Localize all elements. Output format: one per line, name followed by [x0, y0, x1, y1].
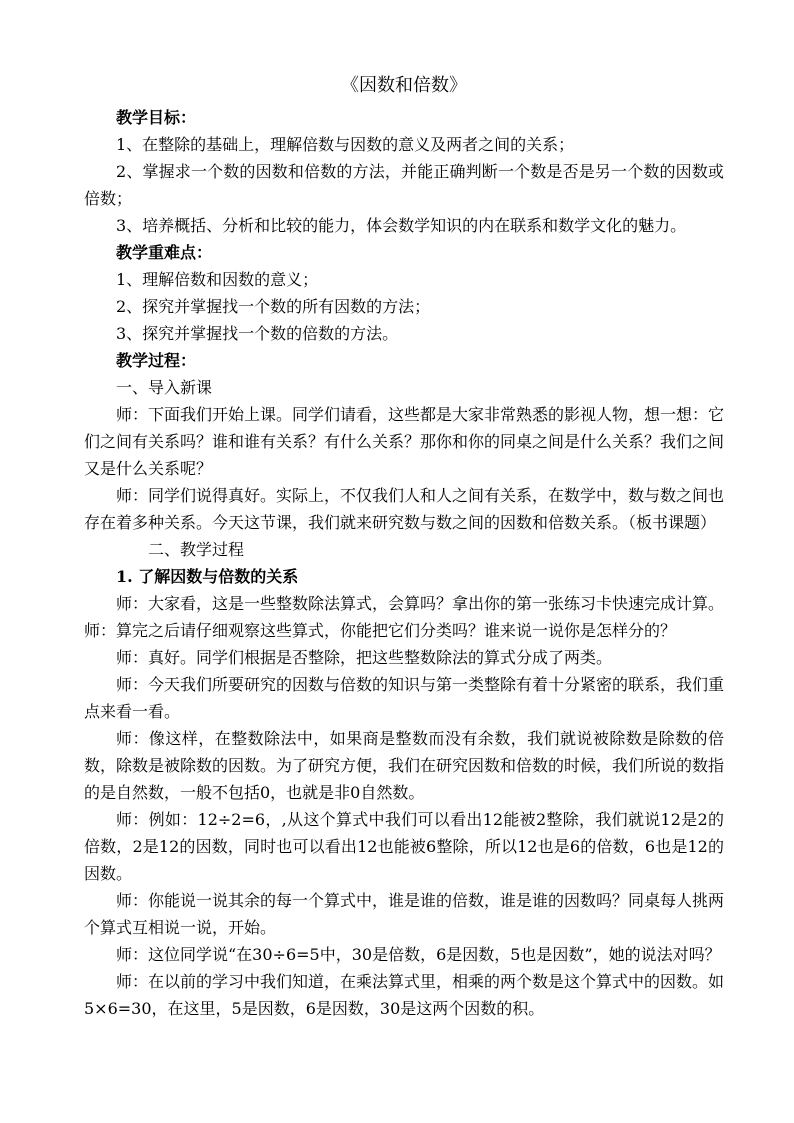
paragraph: 2、探究并掌握找一个数的所有因数的方法； [116, 297, 431, 316]
paragraph: 3、探究并掌握找一个数的倍数的方法。 [116, 324, 399, 343]
paragraph: 二、教学过程 [148, 540, 245, 559]
paragraph: 2、掌握求一个数的因数和倍数的方法，并能正确判断一个数是否是另一个数的因数或倍数； [84, 162, 724, 208]
paragraph: 教学目标： [116, 108, 197, 127]
paragraph: 1、理解倍数和因数的意义； [116, 270, 319, 289]
paragraph: 师：大家看，这是一些整数除法算式，会算吗？拿出你的第一张练习卡快速完成计算。师：算完之后请仔细观察这些算式，你能把它们分类吗？谁来说一说你是怎样分的？ [84, 594, 725, 640]
paragraph: 师：下面我们开始上课。同学们请看，这些都是大家非常熟悉的影视人物，想一想：它们之间有关系吗？谁和谁有关系？有什么关系？那你和你的同桌之间是什么关系？我们之间又是什么关系呢？ [84, 405, 725, 478]
paragraph-list [84, 104, 724, 1022]
paragraph: 师：在以前的学习中我们知道，在乘法算式里，相乘的两个数是这个算式中的因数。如5×6=30，在这里，5是因数，6是因数，30是这两个因数的积。 [84, 972, 725, 1018]
paragraph: 师：你能说一说其余的每一个算式中，谁是谁的倍数，谁是谁的因数吗？同桌每人挑两个算式互相说一说，开始。 [84, 891, 725, 937]
paragraph: 1、在整除的基础上，理解倍数与因数的意义及两者之间的关系； [116, 135, 575, 154]
paragraph: 3、培养概括、分析和比较的能力，体会数学知识的内在联系和数学文化的魅力。 [116, 216, 687, 235]
paragraph: 师：今天我们所要研究的因数与倍数的知识与第一类整除有着十分紧密的联系，我们重点来看一看。 [84, 675, 725, 721]
paragraph: 师：同学们说得真好。实际上，不仅我们人和人之间有关系，在数学中，数与数之间也存在着多种关系。今天这节课，我们就来研究数与数之间的因数和倍数关系。（板书课题） [84, 486, 725, 532]
document-title: 《因数和倍数》 [341, 75, 467, 96]
document-body [84, 72, 724, 1022]
paragraph: 师：这位同学说“在30÷6=5中，30是倍数，6是因数，5也是因数”，她的说法对吗？ [116, 945, 721, 964]
paragraph: 一、导入新课 [116, 378, 213, 397]
paragraph: 教学重难点： [116, 243, 213, 262]
paragraph: 教学过程： [116, 351, 197, 370]
paragraph: 师：真好。同学们根据是否整除，把这些整数除法的算式分成了两类。 [116, 648, 613, 667]
paragraph: 1. 了解因数与倍数的关系 [116, 567, 299, 586]
paragraph: 师：例如：12÷2=6，,从这个算式中我们可以看出12能被2整除，我们就说12是2的倍数，2是12的因数，同时也可以看出12也能被6整除，所以12也是6的倍数，6也是12的因数。 [84, 810, 724, 883]
paragraph: 师：像这样，在整数除法中，如果商是整数而没有余数，我们就说被除数是除数的倍数，除数是被除数的因数。为了研究方便，我们在研究因数和倍数的时候，我们所说的数指的是自然数，一般不包括0，也就是非0自然数。 [84, 729, 725, 802]
